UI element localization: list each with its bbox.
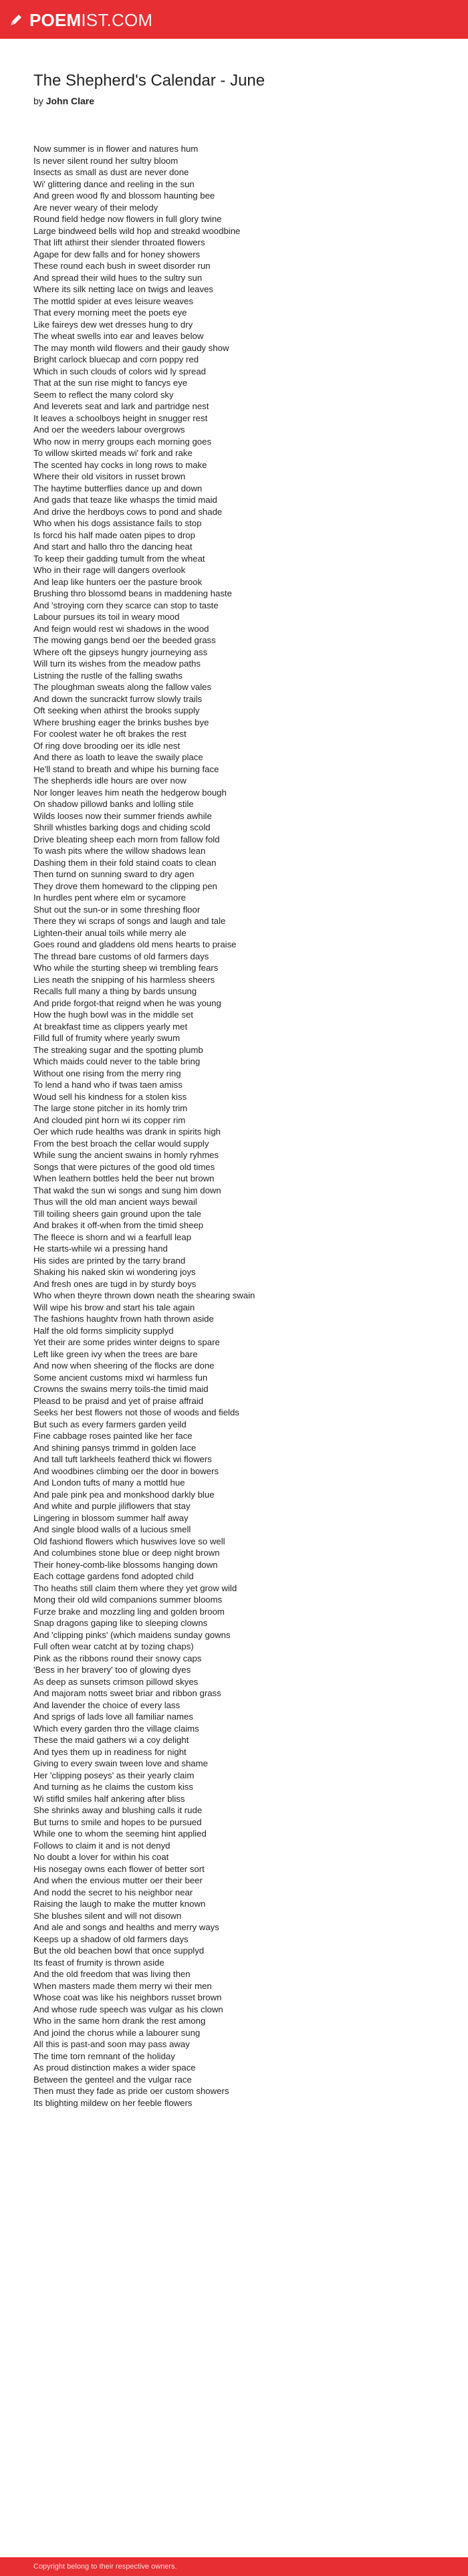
poemist-pen-icon [8,12,24,28]
poem-line: And when the envious mutter oer their beer [33,1875,203,1885]
poem-line: Bright carlock bluecap and corn poppy red [33,354,199,364]
poem-line: But the old beachen bowl that once supplyd [33,1946,205,1956]
poem-line: His nosegay owns each flower of better sort [33,1863,205,1874]
by-label: by [33,96,43,106]
poem-line: Without one rising from the merry ring [33,1068,181,1078]
poem-line: And turning as he claims the custom kiss [33,1782,193,1792]
poem-line: Is never silent round her sultry bloom [33,155,179,166]
poem-line: On shadow pillowd banks and lolling stile [33,799,194,809]
poem-line: The ploughman sweats along the fallow vales [33,682,212,692]
poem-line: While sung the ancient swains in homly ryhmes [33,1150,219,1160]
poem-line: The may month wild flowers and their gaudy show [33,342,229,353]
poem-line: The mottld spider at eves leisure weaves [33,296,193,306]
poem-line: Who while the sturting sheep wi trembling fears [33,963,219,973]
poem-line: Each cottage gardens fond adopted child [33,1571,194,1581]
poem-line: Furze brake and mozzling ling and golden broom [33,1606,225,1617]
poem-line: Old fashiond flowers which huswives love so well [33,1536,225,1546]
poem-line: That at the sun rise might to fancys eye [33,378,188,388]
poem-line: Which every garden thro the village claims [33,1723,199,1734]
poem-line: While one to whom the seeming hint applied [33,1829,207,1839]
poem-body [33,143,448,2109]
poem-line: Agape for dew falls and for honey showers [33,249,201,259]
poem-line: Pink as the ribbons round their snowy caps [33,1653,202,1663]
poem-line: Some ancient customs mixd wi harmless fun [33,1372,208,1383]
poem-line: Shrill whistles barking dogs and chiding scold [33,822,211,832]
poem-line: Yet their are some prides winter deigns to spare [33,1337,220,1347]
poem-line: Mong their old wild companions summer blooms [33,1595,223,1605]
poem-line: Drive bleating sheep each morn from fallow fold [33,834,220,844]
poem-line: And drive the herdboys cows to pond and shade [33,506,223,517]
poem-line: And columbines stone blue or deep night brown [33,1548,220,1558]
poem-line: Then must they fade as pride oer custom showers [33,2086,229,2096]
poem-line: Tho heaths still claim them where they yet grow wild [33,1583,237,1593]
poem-line: Raising the laugh to make the mutter known [33,1899,206,1909]
poem-line: Woud sell his kindness for a stolen kiss [33,1091,187,1102]
poem-line: How the hugh bowl was in the middle set [33,1010,193,1020]
poem-line: Insects as small as dust are never done [33,167,189,177]
poem-line: And down the suncrackt furrow slowly trails [33,693,203,704]
poem-line: And pride forgot-that reignd when he was young [33,998,221,1008]
poem-line: The time torn remnant of the holiday [33,2051,175,2061]
site-footer [0,2557,468,2576]
poem-line: These the maid gathers wi a coy delight [33,1735,189,1745]
poem-line: Then turnd on sunning sward to dry agen [33,869,195,879]
poem-line: And tyes them up in readiness for night [33,1746,187,1757]
poem-line: And majoram notts sweet briar and ribbon grass [33,1688,221,1698]
poem-title: The Shepherd's Calendar - June [33,72,265,90]
poem-line: Which in such clouds of colors wid ly spread [33,366,206,376]
poem-line: And leap like hunters oer the pasture brook [33,576,203,587]
copyright-notice: Copyright belong to their respective owners. [33,2563,177,2571]
poem-line: He starts-while wi a pressing hand [33,1244,168,1254]
poem-line: And green wood fly and blossom haunting bee [33,191,215,201]
poem-line: Left like green ivy when the trees are bare [33,1349,198,1359]
poem-line: These round each bush in sweet disorder run [33,261,211,271]
poem-line: The wheat swells into ear and leaves below [33,331,204,341]
poem-line: Crowns the swains merry toils-the timid maid [33,1384,209,1394]
poem-line: Who when theyre thrown down neath the shearing swain [33,1290,255,1300]
poem-line: Her 'clipping poseys' as their yearly claim [33,1770,195,1780]
poem-line: Who when his dogs assistance fails to stop [33,518,202,528]
poem-line: Full often wear catcht at by tozing chaps) [33,1641,194,1651]
poem-line: And clouded pint horn wi its copper rim [33,1115,186,1125]
poem-line: Where its silk netting lace on twigs and leaves [33,284,214,294]
poem-line: The thread bare customs of old farmers days [33,951,209,961]
poem-line: Dashing them in their fold staind coats to clean [33,857,217,868]
poem-line: Shut out the sun-or in some threshing floor [33,904,201,915]
poem-line: She shrinks away and blushing calls it rude [33,1805,203,1815]
poem-line: From the best broach the cellar would supply [33,1138,209,1149]
poem-line: Wi' glittering dance and reeling in the sun [33,179,195,189]
poem-line: And joind the chorus while a labourer sung [33,2027,201,2038]
poem-line: Lies neath the snipping of his harmless sheers [33,974,215,985]
poem-line: Lingering in blossom summer half away [33,1512,189,1523]
poem-line: Songs that were pictures of the good old times [33,1161,215,1172]
poem-line: And ale and songs and healths and merry ways [33,1922,219,1932]
poem-line: And tall tuft larkheels featherd thick wi flowers [33,1454,212,1464]
poem-line: Fine cabbage roses painted like her face [33,1431,193,1441]
poem-line: The haytime butterflies dance up and down [33,483,203,493]
poem-line: Half the old forms simplicity supplyd [33,1325,174,1336]
poem-line: And brakes it off-when from the timid sheep [33,1220,204,1230]
poem-line: Labour pursues its toil in weary mood [33,612,180,622]
poem-line: And feign would rest wi shadows in the wood [33,623,209,634]
poem-line: And leverets seat and lark and partridge nest [33,401,209,411]
poem-byline [33,95,94,107]
poem-line: And nodd the secret to his neighbor near [33,1887,193,1897]
poem-line: Shaking his naked skin wi wondering joys [33,1267,196,1277]
poem-line: And the old freedom that was living then [33,1969,191,1979]
poem-line: Follows to claim it and is not denyd [33,1840,170,1851]
poem-line: Who in their rage will dangers overlook [33,565,186,575]
poem-line: The shepherds idle hours are over now [33,776,187,786]
poem-line: In hurdles pent where elm or sycamore [33,893,186,903]
poem-line: Will wipe his brow and start his tale again [33,1302,195,1312]
poem-line: The streaking sugar and the spotting plumb [33,1044,203,1055]
poem-line: Now summer is in flower and natures hum [33,144,199,154]
poem-line: Pleasd to be praisd and yet of praise affraid [33,1395,204,1406]
poem-line: But turns to smile and hopes to be pursued [33,1817,202,1827]
poem-line: As proud distinction makes a wider space [33,2063,196,2073]
poem-line: Round field hedge now flowers in full glory twine [33,214,222,224]
poem-line: Oft seeking when athirst the brooks supply [33,705,200,715]
poem-line: And sprigs of lads love all familiar names [33,1712,193,1722]
poem-line: And oer the weeders labour overgrows [33,425,185,435]
poem-line: Where their old visitors in russet brown [33,471,186,481]
poem-line: And fresh ones are tugd in by sturdy boys [33,1278,197,1289]
poem-line: Their honey-comb-like blossoms hanging down [33,1559,218,1570]
poem-line: Between the genteel and the vulgar race [33,2074,192,2085]
poem-line: Till toiling sheers gain ground upon the tale [33,1208,201,1219]
poem-line: And start and hallo thro the dancing heat [33,542,193,552]
poem-line: Giving to every swain tween love and shame [33,1758,208,1768]
poem-line: Goes round and gladdens old mens hearts to praise [33,939,237,949]
poem-line: Oer which rude healths was drank in spirits high [33,1127,221,1137]
poem-line: And there as loath to leave the swaily place [33,752,203,762]
author-link[interactable]: John Clare [45,96,95,106]
poem-line: There they wi scraps of songs and laugh and tale [33,916,226,926]
poem-line: No doubt a lover for within his coat [33,1852,169,1862]
poem-line: Wilds looses now their summer friends awhile [33,810,212,821]
poem-line: Will turn its wishes from the meadow paths [33,659,201,669]
poem-line: And whose rude speech was vulgar as his clown [33,2004,223,2014]
poem-line: When leathern bottles held the beer nut brown [33,1173,215,1183]
poem-line: Are never weary of their melody [33,202,158,213]
poem-line: Snap dragons gaping like to sleeping clowns [33,1618,208,1628]
poem-line: Brushing thro blossomd beans in maddening haste [33,588,232,598]
poem-line: All this is past-and soon may pass away [33,2039,190,2049]
poem-line: Its feast of frumity is thrown aside [33,1957,164,1968]
poem-line: Which maids could never to the table bring [33,1056,201,1066]
poem-line: And white and purple jiliflowers that stay [33,1501,191,1511]
poem-line: And London tufts of many a mottld hue [33,1478,185,1488]
poem-line: And spread their wild hues to the sultry sun [33,272,203,283]
poem-line: And single blood walls of a lucious smell [33,1524,191,1534]
poem-line: The fashions haughtv frown hath thrown aside [33,1314,214,1324]
poem-line: And lavender the choice of every lass [33,1700,181,1710]
poem-line: His sides are printed by the tarry brand [33,1255,186,1266]
logo-text-light: IST.COM [81,10,153,30]
poem-line: Nor longer leaves him neath the hedgerow bough [33,787,227,798]
poem-line: 'Bess in her bravery' too of glowing dyes [33,1665,191,1675]
poem-line: But such as every farmers garden yeild [33,1419,187,1429]
poem-line: That every morning meet the poets eye [33,308,187,318]
poem-line: Its blighting mildew on her feeble flowers [33,2097,193,2108]
poem-line: To lend a hand who if twas taen amiss [33,1080,183,1090]
poem-line: For coolest water he oft brakes the rest [33,729,187,739]
poem-line: And gads that teaze like whasps the timid maid [33,495,217,505]
poem-line: Keeps up a shadow of old farmers days [33,1934,189,1944]
poem-line: Filld full of frumity where yearly swum [33,1033,181,1043]
poem-line: Wi stifld smiles half ankering after bliss [33,1793,185,1804]
poem-line: Is forcd his half made oaten pipes to drop [33,530,195,540]
poem-line: The large stone pitcher in its homly trim [33,1103,188,1113]
poem-line: When masters made them merry wi their men [33,1980,212,1991]
logo-text-strong: POEM [29,10,82,30]
poem-line: She blushes silent and will not disown [33,1910,182,1921]
poem-line: Whose coat was like his neighbors russet brown [33,1992,222,2002]
poem-line: And 'stroying corn they scarce can stop to taste [33,600,219,610]
poem-line: Like faireys dew wet dresses hung to dry [33,319,193,330]
poem-line: The fleece is shorn and wi a fearfull leap [33,1232,192,1242]
poem-line: Of ring dove brooding oer its idle nest [33,740,181,751]
poem-line: Who in the same horn drank the rest among [33,2016,206,2026]
poem-line: And now when sheering of the flocks are done [33,1361,215,1371]
poem-line: Large bindweed bells wild hop and streakd woodbine [33,225,241,236]
poem-line: To willow skirted meads wi' fork and rake [33,448,193,458]
poem-line: That lift athirst their slender throated flowers [33,237,205,247]
poem-line: And 'clipping pinks' (which maidens sunday gowns [33,1629,231,1640]
poem-line: The mowing gangs bend oer the beeded grass [33,635,216,645]
poem-line: To keep their gadding tumult from the wheat [33,553,205,564]
poem-line: Listning the rustle of the falling swaths [33,670,183,681]
poem-line: And pale pink pea and monkshood darkly blue [33,1489,215,1500]
poem-line: And woodbines climbing oer the door in bowers [33,1466,219,1476]
poem-line: Where oft the gipseys hungry journeying ass [33,647,208,657]
poem-line: He'll stand to breath and whipe his burning face [33,764,219,774]
poem-line: Lighten-their anual toils while merry ale [33,927,187,938]
poem-line: Where brushing eager the brinks bushes bye [33,717,209,727]
poem-line: To wash pits where the willow shadows lean [33,846,206,856]
poem-line: They drove them homeward to the clipping pen [33,881,217,891]
poem-line: At breakfast time as clippers yearly met [33,1021,188,1032]
site-logo[interactable] [8,10,152,30]
poem-line: Seeks her best flowers not those of woods and fields [33,1407,239,1417]
poem-line: The scented hay cocks in long rows to make [33,459,207,470]
poem-line: It leaves a schoolboys height in snugger rest [33,413,208,423]
poem-line: Who now in merry groups each morning goes [33,436,212,447]
poem-line: Thus will the old man ancient ways bewail [33,1197,197,1207]
poem-line: And shining pansys trimmd in golden lace [33,1442,197,1453]
site-header [0,0,468,39]
poem-line: That wakd the sun wi songs and sung him down [33,1185,221,1195]
poem-line: Recalls full many a thing by bards unsung [33,986,197,996]
poem-line: Seem to reflect the many colord sky [33,389,174,400]
poem-line: As deep as sunsets crimson pillowd skyes [33,1676,199,1687]
